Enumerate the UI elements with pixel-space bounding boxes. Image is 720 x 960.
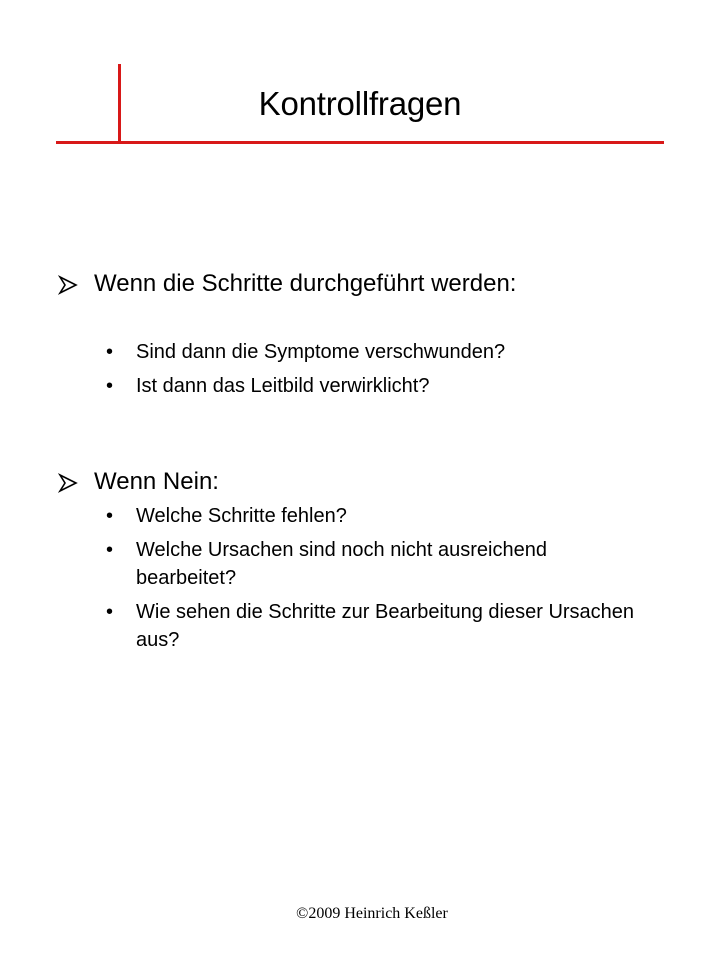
bullet-icon: • bbox=[106, 505, 114, 527]
section-if-no bbox=[0, 465, 720, 654]
bullet-icon: • bbox=[106, 375, 114, 397]
list-item bbox=[0, 502, 720, 530]
title-horizontal-rule bbox=[56, 141, 664, 144]
list-item bbox=[0, 372, 720, 400]
bullet-icon: • bbox=[106, 539, 114, 561]
section-heading: Wenn Nein: bbox=[94, 468, 219, 495]
list-item-text: Ist dann das Leitbild verwirklicht? bbox=[136, 375, 430, 397]
section-heading-row bbox=[0, 465, 720, 499]
arrow-bullet-icon bbox=[58, 473, 78, 493]
bullet-icon: • bbox=[106, 601, 114, 623]
section-heading-row bbox=[0, 267, 720, 301]
arrow-bullet-icon bbox=[58, 275, 78, 295]
slide-title: Kontrollfragen bbox=[258, 85, 462, 122]
list-item-text: Welche Schritte fehlen? bbox=[136, 505, 347, 527]
list-item bbox=[0, 536, 720, 592]
section-heading: Wenn die Schritte durchgeführt werden: bbox=[94, 270, 517, 297]
copyright-footer: ©2009 Heinrich Keßler bbox=[296, 905, 448, 922]
list-item-text: Sind dann die Symptome verschwunden? bbox=[136, 341, 506, 363]
list-item-text: Welche Ursachen sind noch nicht ausreichend bearbeitet? bbox=[136, 539, 547, 589]
bullet-icon: • bbox=[106, 341, 114, 363]
section-steps-performed bbox=[0, 267, 720, 400]
list-item-text: Wie sehen die Schritte zur Bearbeitung dieser Ursachen aus? bbox=[136, 601, 635, 651]
list-item bbox=[0, 598, 720, 654]
list-item bbox=[0, 338, 720, 366]
